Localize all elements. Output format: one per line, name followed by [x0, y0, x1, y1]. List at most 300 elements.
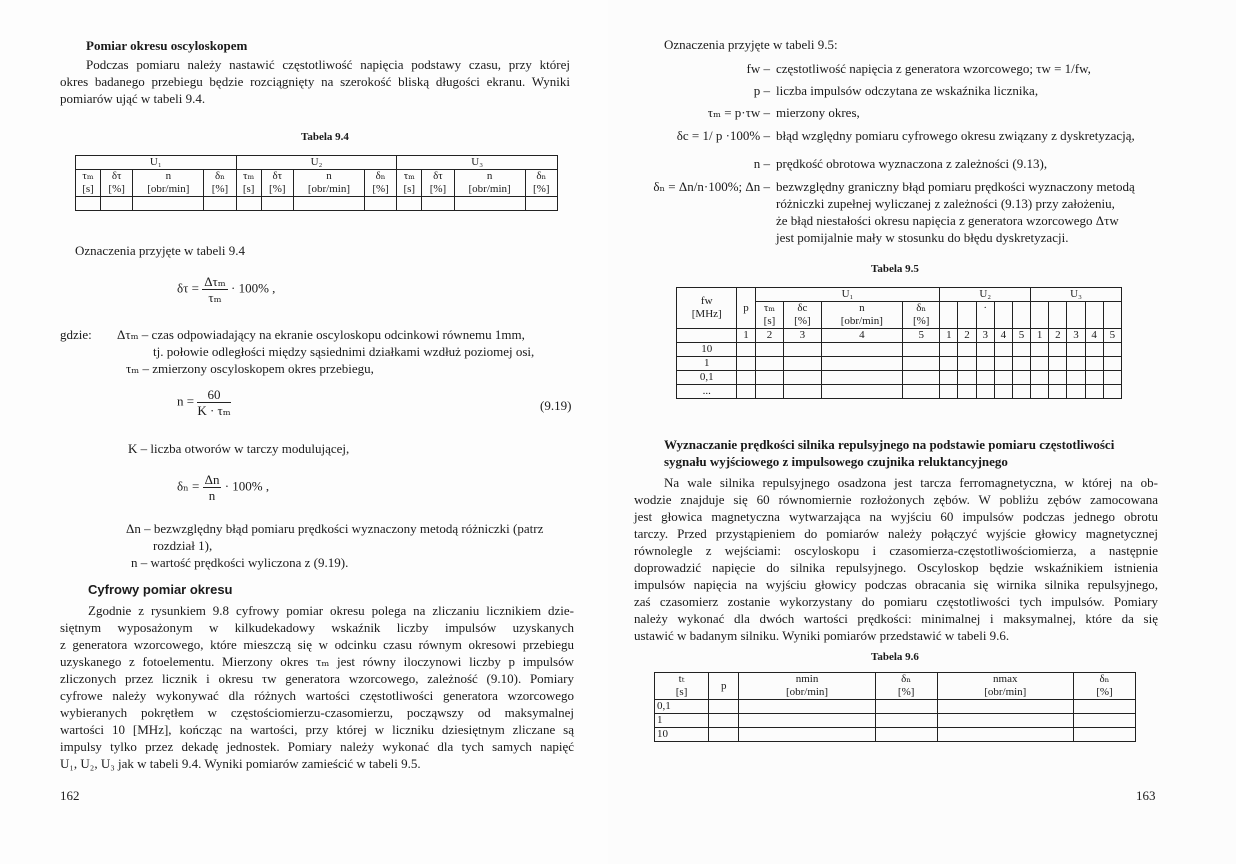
group-header-u1: U₁	[76, 156, 237, 170]
row-label	[655, 714, 709, 728]
table-9-5-caption: Tabela 9.5	[871, 263, 919, 275]
group-header-u2: U₂	[236, 156, 397, 170]
cell-text: [%]	[211, 183, 229, 195]
table-cell	[994, 343, 1012, 357]
table-cell	[958, 385, 976, 399]
table-cell	[1085, 357, 1103, 371]
table-cell	[821, 385, 903, 399]
table-cell	[1067, 302, 1085, 329]
table-cell	[739, 700, 875, 714]
formula-lhs: n =	[177, 393, 195, 409]
index-cell	[1103, 329, 1121, 343]
cell-text: [obr/min]	[840, 315, 883, 327]
table-cell	[1067, 343, 1085, 357]
heading-line: Wyznaczanie prędkości silnika repulsyjnego na podstawie pomiaru częstotliwości	[664, 437, 1115, 452]
cell-text: 5	[1109, 329, 1116, 341]
cell-text: 2	[964, 329, 970, 341]
text-line: jest głowica magnetyczna wytwarzająca na wyjściu 60 impulsów podczas jednego obrotu	[634, 509, 1158, 524]
table-cell	[937, 728, 1073, 742]
definition-text: błąd względny pomiaru cyfrowego okresu związany z dyskretyzacją,	[776, 128, 1135, 143]
heading-line: sygnału wyjściowego z impulsowego czujnika reluktancyjnego	[664, 454, 1008, 469]
table-cell	[737, 357, 755, 371]
cell-text: [obr/min]	[785, 686, 829, 698]
table-cell	[958, 343, 976, 357]
cell-text: 4	[1091, 329, 1097, 341]
text-line: wodzie znajduje się 60 równomiernie rozłożonych zębów. W pobliżu zębów zamocowana	[634, 492, 1158, 507]
dn-line: Δn – bezwzględny błąd pomiaru prędkości wyznaczony metodą różniczki (patrz	[126, 521, 544, 536]
equation-number: (9.19)	[540, 398, 572, 413]
formula-lhs: δτ =	[177, 280, 199, 296]
table-row	[655, 673, 1136, 700]
text-line: siętnym wyposażonym w kilkudekadowy wskaźnik liczby impulsów uzyskanych	[60, 620, 574, 635]
table-cell	[1012, 343, 1030, 357]
cell-text: 3	[1073, 329, 1079, 341]
paragraph-digital	[60, 602, 574, 772]
definition-text: bezwzględny graniczny błąd pomiaru prędkości wyznaczony metodą	[776, 179, 1135, 194]
cell-text: 1	[657, 714, 663, 726]
table-cell	[1085, 385, 1103, 399]
definition-term: τₘ = p·τw –	[707, 105, 770, 120]
table-cell	[1031, 371, 1049, 385]
table-row	[655, 700, 1136, 714]
table-cell	[976, 371, 994, 385]
cell-text: [%]	[897, 686, 915, 698]
column-header	[397, 170, 422, 197]
fraction-numerator: Δn	[204, 472, 220, 487]
text-line: zaś czasomierz zostanie wykorzystany do pomiaru częstotliwości tych impulsów. Pomiary	[634, 594, 1158, 609]
cell-text: δₙ	[214, 170, 225, 182]
table-cell	[1031, 302, 1049, 329]
group-header-u2: U₂	[940, 288, 1031, 302]
row-label	[677, 357, 737, 371]
table-cell	[1012, 302, 1030, 329]
table-cell	[1031, 343, 1049, 357]
table-cell	[525, 197, 557, 211]
text-line: zliczonych przez licznik i okresu τw generatora wzorcowego, zależność (9.10). Pomiary	[60, 671, 574, 686]
column-header	[454, 170, 525, 197]
index-cell	[994, 329, 1012, 343]
table-cell	[755, 357, 784, 371]
page-number-left: 162	[60, 788, 80, 803]
table-cell	[739, 714, 875, 728]
cell-text: [%]	[533, 183, 550, 195]
table-cell	[1049, 385, 1067, 399]
table-cell	[755, 343, 784, 357]
cell-text: [%]	[794, 315, 811, 327]
table-cell	[994, 371, 1012, 385]
cell-text: 5	[1018, 329, 1025, 341]
formula-rhs: · 100% ,	[231, 280, 276, 296]
cell-text: ·	[983, 302, 988, 314]
table-cell	[875, 714, 937, 728]
definition-term: δₙ = Δn/n·100%; Δn –	[653, 179, 770, 194]
table-row	[655, 728, 1136, 742]
table-cell	[1012, 385, 1030, 399]
index-cell	[903, 329, 940, 343]
table-cell	[976, 343, 994, 357]
formula-n	[177, 387, 231, 418]
column-header	[709, 673, 739, 700]
table-row	[677, 343, 1122, 357]
table-cell	[784, 385, 821, 399]
table-cell	[364, 197, 396, 211]
text-line: okres badanego przebiegu będzie rozciągnięty na szerokość bliską długości ekranu. Wyniki	[60, 74, 570, 89]
table-cell	[903, 357, 940, 371]
p-header: p	[737, 288, 755, 329]
fraction-denominator: τₘ	[208, 290, 222, 305]
table-cell	[1049, 357, 1067, 371]
cell-text: 10	[701, 343, 713, 355]
table-row	[76, 197, 558, 211]
table-cell	[1073, 714, 1135, 728]
table-cell	[755, 385, 784, 399]
index-cell	[1031, 329, 1049, 343]
index-cell	[1049, 329, 1067, 343]
table-cell	[422, 197, 454, 211]
text-line: impulsów napięcia na wyjściu głowicy podczas obracania się wirnika silnika repulsyjnego,	[634, 577, 1158, 592]
cell-text: τₘ	[243, 170, 255, 182]
table-cell	[1067, 357, 1085, 371]
table-cell	[236, 197, 261, 211]
table-cell	[1031, 385, 1049, 399]
cell-text: nmin	[795, 673, 819, 685]
where-label: gdzie:	[60, 327, 92, 342]
table-cell	[1103, 357, 1121, 371]
table-cell	[1085, 343, 1103, 357]
table-cell	[261, 197, 293, 211]
cell-text: δτ	[111, 170, 122, 182]
table-cell	[739, 728, 875, 742]
cell-text: [s]	[82, 183, 94, 195]
group-header-u3: U₃	[1031, 288, 1122, 302]
table-cell	[994, 357, 1012, 371]
cell-text: τₘ	[403, 170, 415, 182]
table-cell	[903, 371, 940, 385]
table-cell	[709, 728, 739, 742]
column-header	[1073, 673, 1135, 700]
definition-text: częstotliwość napięcia z generatora wzorcowego; τw = 1/fw,	[776, 61, 1091, 76]
cell-text: 10	[657, 728, 668, 740]
table-row	[677, 288, 1122, 302]
table-cell	[958, 357, 976, 371]
cell-text: δτ	[433, 170, 443, 182]
cell-text: 5	[918, 329, 924, 341]
heading-digital: Cyfrowy pomiar okresu	[88, 582, 233, 597]
cell-text: 1	[946, 329, 952, 341]
index-cell	[755, 329, 784, 343]
where-line: τₘ – zmierzony oscyloskopem okres przebiegu,	[126, 361, 374, 376]
table-cell	[1012, 371, 1030, 385]
table-cell	[1085, 302, 1103, 329]
column-header	[784, 302, 821, 329]
heading-oscilloscope: Pomiar okresu oscyloskopem	[86, 38, 248, 53]
cell-text: δc	[797, 302, 808, 314]
table-cell	[1049, 343, 1067, 357]
text-line: Zgodnie z rysunkiem 9.8 cyfrowy pomiar okresu polega na zliczaniu licznikiem dzie-	[88, 603, 574, 618]
table-row	[677, 385, 1122, 399]
column-header	[821, 302, 903, 329]
table-cell	[737, 385, 755, 399]
table-cell	[821, 371, 903, 385]
cell-text: δₙ	[375, 170, 386, 182]
cell-text: n	[326, 170, 332, 182]
k-definition: K – liczba otworów w tarczy modulującej,	[128, 441, 350, 456]
row-label	[677, 371, 737, 385]
column-header	[739, 673, 875, 700]
table-cell	[784, 357, 821, 371]
table-cell	[958, 302, 976, 329]
cell-text: [obr/min]	[307, 183, 351, 195]
cell-text: 4	[859, 329, 865, 341]
table-cell	[100, 197, 132, 211]
cell-text: 4	[1000, 329, 1007, 341]
table-cell	[1049, 302, 1067, 329]
definition-term: δc = 1/ p ·100% –	[676, 128, 770, 143]
index-cell	[737, 329, 755, 343]
index-cell	[1012, 329, 1030, 343]
text-line: doprowadzić napięcie do silnika repulsyjnego. Oscyloskop będzie wskaźnikiem istnienia	[634, 560, 1158, 575]
cell-text: 1	[703, 357, 710, 369]
left-page	[0, 0, 608, 864]
cell-text: [obr/min]	[468, 183, 511, 195]
column-header	[755, 302, 784, 329]
text-line: U₁, U₂, U₃ jak w tabeli 9.4. Wyniki pomiarów zamieścić w tabeli 9.5.	[60, 756, 421, 771]
table-cell	[875, 728, 937, 742]
cell-text: δₙ	[916, 302, 927, 314]
table-9-6-caption: Tabela 9.6	[871, 651, 919, 663]
index-cell	[976, 329, 994, 343]
definition-continuation: że błąd niestałości okresu napięcia z generatora wzorcowego Δτw	[776, 213, 1119, 228]
column-header	[293, 170, 364, 197]
cell-text: [obr/min]	[984, 686, 1027, 698]
cell-text: δτ	[272, 170, 283, 182]
table-cell	[784, 371, 821, 385]
table-cell	[76, 197, 101, 211]
table-cell	[1012, 357, 1030, 371]
text-line: Na wale silnika repulsyjnego osadzona jest tarcza ferromagnetyczna, w której na ob-	[664, 475, 1158, 490]
where-line: tj. połowie odległości między sąsiednimi działkami wzdłuż poziomej osi,	[153, 344, 535, 359]
table-cell	[1103, 302, 1121, 329]
column-header	[364, 170, 396, 197]
cell-text: 1	[743, 329, 749, 341]
cell-text: 3	[799, 329, 806, 341]
fw-header	[677, 288, 737, 329]
where-line: Δτₘ – czas odpowiadający na ekranie oscyloskopu odcinkowi równemu 1mm,	[117, 327, 525, 342]
table-cell	[1085, 371, 1103, 385]
column-header	[422, 170, 454, 197]
column-header	[875, 673, 937, 700]
heading-reluctance	[664, 436, 1114, 470]
definition-term: p –	[753, 83, 770, 98]
cell-text: [obr/min]	[147, 183, 190, 195]
cell-text: 0,1	[657, 700, 671, 712]
column-header	[76, 170, 101, 197]
table-cell	[875, 700, 937, 714]
text-line: impulsy tylko przez dekadę jednostek. Pomiary należy wykonać dla tych samych napięć	[60, 739, 574, 754]
cell-text: [%]	[269, 183, 286, 195]
table-9-4-caption: Tabela 9.4	[301, 131, 349, 143]
text-line: Podczas pomiaru należy nastawić częstotliwość napięcia podstawy czasu, przy której	[86, 57, 570, 72]
cell-text: fw	[700, 295, 713, 307]
definition-continuation: jest pomijalnie mały w stosunku do błędu dyskretyzacji.	[776, 230, 1069, 245]
table-cell	[1049, 371, 1067, 385]
text-line: ustawić w badanym silniku. Wyniki pomiarów przedstawić w tabeli 9.6.	[634, 628, 1010, 643]
table-cell	[204, 197, 236, 211]
cell-text: tₜ	[678, 673, 685, 685]
column-header	[133, 170, 204, 197]
table-cell	[133, 197, 204, 211]
notation-intro-9-4: Oznaczenia przyjęte w tabeli 9.4	[75, 243, 245, 258]
index-cell	[821, 329, 903, 343]
table-cell	[958, 371, 976, 385]
column-header	[903, 302, 940, 329]
table-9-4	[75, 155, 558, 211]
table-row	[76, 170, 558, 197]
group-header-u1: U₁	[755, 288, 940, 302]
table-row	[655, 714, 1136, 728]
formula-rhs: · 100% ,	[224, 478, 270, 494]
table-cell	[994, 385, 1012, 399]
cell-text: 1	[1036, 329, 1043, 341]
table-cell	[940, 371, 958, 385]
page-number-right: 163	[1136, 788, 1156, 803]
group-header-u3: U₃	[397, 156, 558, 170]
dn-line: n – wartość prędkości wyliczona z (9.19).	[131, 555, 349, 570]
cell-text: δₙ	[901, 673, 912, 685]
index-cell	[940, 329, 958, 343]
table-cell	[755, 371, 784, 385]
row-label	[655, 728, 709, 742]
table-9-6	[654, 672, 1136, 742]
text-line: cyfrowe należy wykonywać dla różnych wartości częstotliwości generatora wzorcowego	[60, 688, 574, 703]
cell-text: [%]	[1096, 686, 1113, 698]
fraction-denominator: n	[208, 488, 216, 503]
table-cell	[940, 343, 958, 357]
definition-text: prędkość obrotowa wyznaczona z zależności (9.13),	[776, 156, 1048, 171]
table-cell	[976, 357, 994, 371]
table-cell	[940, 357, 958, 371]
cell-text: n	[486, 170, 493, 182]
table-cell	[821, 357, 903, 371]
table-cell	[1067, 385, 1085, 399]
notation-intro-9-5: Oznaczenia przyjęte w tabeli 9.5:	[664, 37, 838, 52]
cell-text: [s]	[403, 183, 416, 195]
index-cell	[784, 329, 821, 343]
cell-text: [s]	[242, 183, 255, 195]
table-cell	[1073, 700, 1135, 714]
table-cell	[940, 385, 958, 399]
right-page	[608, 0, 1236, 864]
formula-delta-tau	[177, 274, 275, 305]
text-line: wybieranych pokrętłem w częstościomierzu-czasomierzu, począwszy od maksymalnej	[60, 705, 574, 720]
paragraph-reluctance	[634, 474, 1158, 644]
definition-continuation: różniczki zupełnej wyliczanej z zależności (9.13) przy założeniu,	[776, 196, 1115, 211]
cell-text: p	[721, 679, 727, 692]
column-header	[204, 170, 236, 197]
dn-line: rozdział 1),	[153, 538, 213, 553]
column-header	[655, 673, 709, 700]
cell-text: δₙ	[1099, 673, 1110, 685]
table-cell	[454, 197, 525, 211]
index-cell	[1067, 329, 1085, 343]
table-cell	[677, 329, 737, 343]
table-cell	[737, 343, 755, 357]
cell-text: τₘ	[82, 170, 94, 182]
index-cell	[1085, 329, 1103, 343]
formula-lhs: δₙ =	[177, 478, 200, 494]
cell-text: [s]	[675, 686, 688, 698]
cell-text: [%]	[912, 315, 930, 327]
table-cell	[1103, 385, 1121, 399]
fraction	[203, 472, 222, 503]
fraction	[197, 387, 230, 418]
cell-text: τₘ	[763, 302, 776, 314]
table-cell	[1103, 343, 1121, 357]
table-cell	[937, 700, 1073, 714]
table-cell	[784, 343, 821, 357]
column-header	[937, 673, 1073, 700]
fraction-numerator: 60	[197, 387, 230, 403]
table-cell	[1031, 357, 1049, 371]
text-line: uzyskanego z fotoelementu. Mierzony okres τₘ jest równy iloczynowi liczby p impulsów	[60, 654, 574, 669]
cell-text: δₙ	[536, 170, 547, 182]
formula-delta-n	[177, 472, 269, 503]
cell-text: 0,1	[699, 371, 714, 383]
cell-text: n	[859, 302, 865, 314]
table-9-5	[676, 287, 1122, 399]
table-cell	[903, 385, 940, 399]
text-line: wartości 10 [MHz], kończąc na wartości, przy której w liczniku dziesiętnym zliczane są	[60, 722, 574, 737]
table-cell	[976, 385, 994, 399]
table-cell	[937, 714, 1073, 728]
cell-text: n	[165, 170, 172, 182]
cell-text: [%]	[372, 183, 389, 195]
table-row	[677, 329, 1122, 343]
definition-text: liczba impulsów odczytana ze wskaźnika licznika,	[776, 83, 1039, 98]
table-cell	[1073, 728, 1135, 742]
column-header	[100, 170, 132, 197]
fraction-numerator: Δτₘ	[204, 274, 226, 289]
table-row	[76, 156, 558, 170]
text-line: z generatora wzorcowego, które mieszczą się w odcinku czasu równym okresowi przebiegu	[60, 637, 574, 652]
table-cell	[1067, 371, 1085, 385]
cell-text: 2	[1055, 329, 1061, 341]
cell-text: 2	[766, 329, 773, 341]
column-header	[261, 170, 293, 197]
cell-text: [s]	[763, 315, 776, 327]
cell-text: [MHz]	[691, 308, 722, 320]
table-cell	[976, 302, 994, 329]
table-cell	[709, 700, 739, 714]
table-cell	[940, 302, 958, 329]
text-line: tarczy. Przed przystąpieniem do pomiarów należy połączyć wyjście głowicy magnetycznej	[634, 526, 1158, 541]
row-label	[655, 700, 709, 714]
table-cell	[994, 302, 1012, 329]
index-cell	[958, 329, 976, 343]
column-header	[525, 170, 557, 197]
cell-text: [%]	[429, 183, 447, 195]
fraction	[202, 274, 228, 305]
table-row	[677, 371, 1122, 385]
table-cell	[709, 714, 739, 728]
table-cell	[737, 371, 755, 385]
row-label	[677, 343, 737, 357]
table-cell	[821, 343, 903, 357]
row-label	[677, 385, 737, 399]
table-row	[677, 357, 1122, 371]
definition-term: n –	[753, 156, 770, 171]
table-cell	[1103, 371, 1121, 385]
